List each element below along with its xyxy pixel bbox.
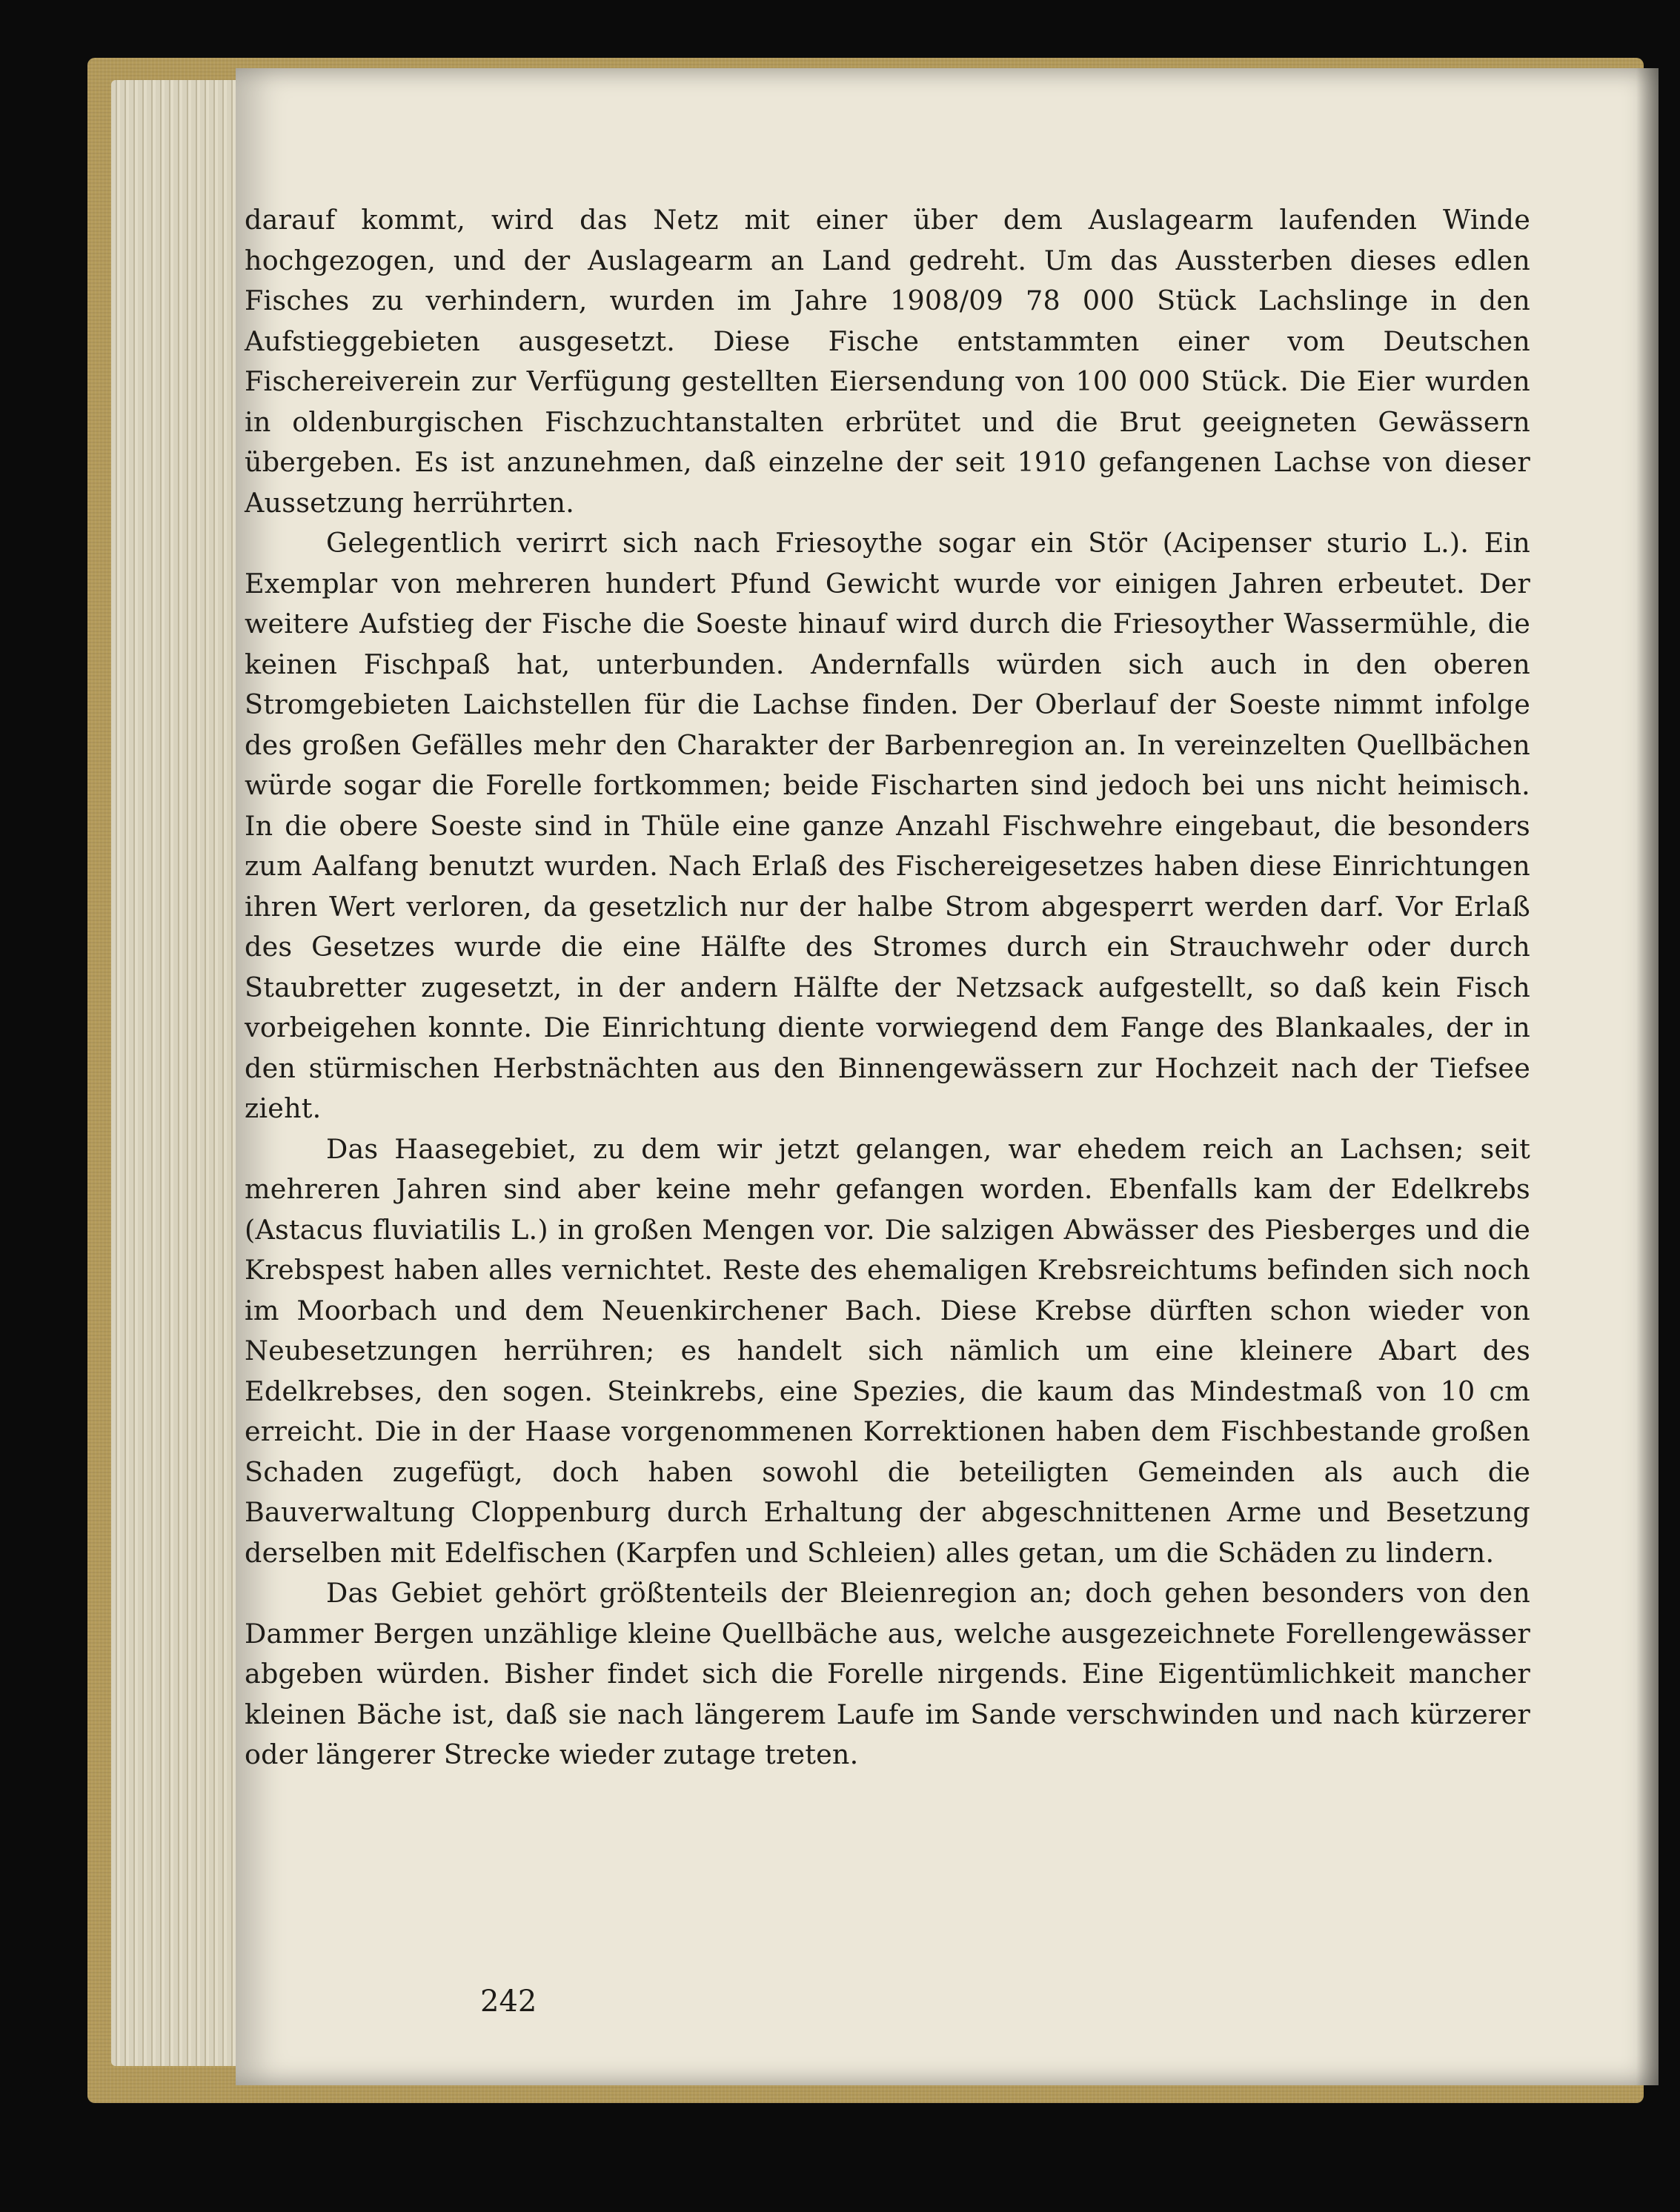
- body-text: [245, 200, 1530, 1776]
- paragraph: darauf kommt, wird das Netz mit einer über dem Auslagearm laufenden Winde hochgezogen, und der Auslagearm an Land gedreht. Um das Aussterben dieses edlen Fisches zu verhindern, wurden im Jahre 1908/09 78 000 Stück Lachslinge in den Aufstieggebieten ausgesetzt. Diese Fische entstammten einer vom Deutschen Fischereiverein zur Verfügung gestellten Eiersendung von 100 000 Stück. Die Eier wurden in oldenburgischen Fischzuchtanstalten erbrütet und die Brut geeigneten Gewässern übergeben. Es ist anzunehmen, daß einzelne der seit 1910 gefangenen Lachse von dieser Aussetzung herrührten.: [245, 204, 1530, 519]
- paragraph: Gelegentlich verirrt sich nach Friesoythe sogar ein Stör (Acipenser sturio L.). Ein Exemplar von mehreren hundert Pfund Gewicht wurde vor einigen Jahren erbeutet. Der weitere Aufstieg der Fische die Soeste hinauf wird durch die Friesoyther Wassermühle, die keinen Fischpaß hat, unterbunden. Andernfalls würden sich auch in den oberen Stromgebieten Laichstellen für die Lachse finden. Der Oberlauf der Soeste nimmt infolge des großen Gefälles mehr den Charakter der Barbenregion an. In vereinzelten Quellbächen würde sogar die Forelle fortkommen; beide Fischarten sind jedoch bei uns nicht heimisch. In die obere Soeste sind in Thüle eine ganze Anzahl Fischwehre eingebaut, die besonders zum Aalfang benutzt wurden. Nach Erlaß des Fischereigesetzes haben diese Einrichtungen ihren Wert verloren, da gesetzlich nur der halbe Strom abgesperrt werden darf. Vor Erlaß des Gesetzes wurde die eine Hälfte des Stromes durch ein Strauchwehr oder durch Staubretter zugesetzt, in der andern Hälfte der Netzsack aufgestellt, so daß kein Fisch vorbeigehen konnte. Die Einrichtung diente vorwiegend dem Fange des Blankaales, der in den stürmischen Herbstnächten aus den Binnengewässern zur Hochzeit nach der Tiefsee zieht.: [245, 527, 1530, 1124]
- paragraph: Das Haasegebiet, zu dem wir jetzt gelangen, war ehedem reich an Lachsen; seit mehreren Jahren sind aber keine mehr gefangen worden. Ebenfalls kam der Edelkrebs (Astacus fluviatilis L.) in großen Mengen vor. Die salzigen Abwässer des Piesberges und die Krebspest haben alles vernichtet. Reste des ehemaligen Krebsreichtums befinden sich noch im Moorbach und dem Neuenkirchener Bach. Diese Krebse dürften schon wieder von Neubesetzungen herrühren; es handelt sich nämlich um eine kleinere Abart des Edelkrebses, den sogen. Steinkrebs, eine Spezies, die kaum das Mindestmaß von 10 cm erreicht. Die in der Haase vorgenommenen Korrektionen haben dem Fischbestande großen Schaden zugefügt, doch haben sowohl die beteiligten Gemeinden als auch die Bauverwaltung Cloppenburg durch Erhaltung der abgeschnittenen Arme und Besetzung derselben mit Edelfischen (Karpfen und Schleien) alles getan, um die Schäden zu lindern.: [245, 1132, 1530, 1569]
- paragraph: Das Gebiet gehört größtenteils der Bleienregion an; doch gehen besonders von den Dammer Bergen unzählige kleine Quellbäche aus, welche ausgezeichnete Forellengewässer abgeben würden. Bisher findet sich die Forelle nirgends. Eine Eigentümlichkeit mancher kleinen Bäche ist, daß sie nach längerem Laufe im Sande verschwinden und nach kürzerer oder längerer Strecke wieder zutage treten.: [245, 1577, 1530, 1770]
- page-edges: [111, 80, 252, 2066]
- page-gutter: [1636, 68, 1659, 2085]
- page-number: 242: [480, 1985, 537, 2019]
